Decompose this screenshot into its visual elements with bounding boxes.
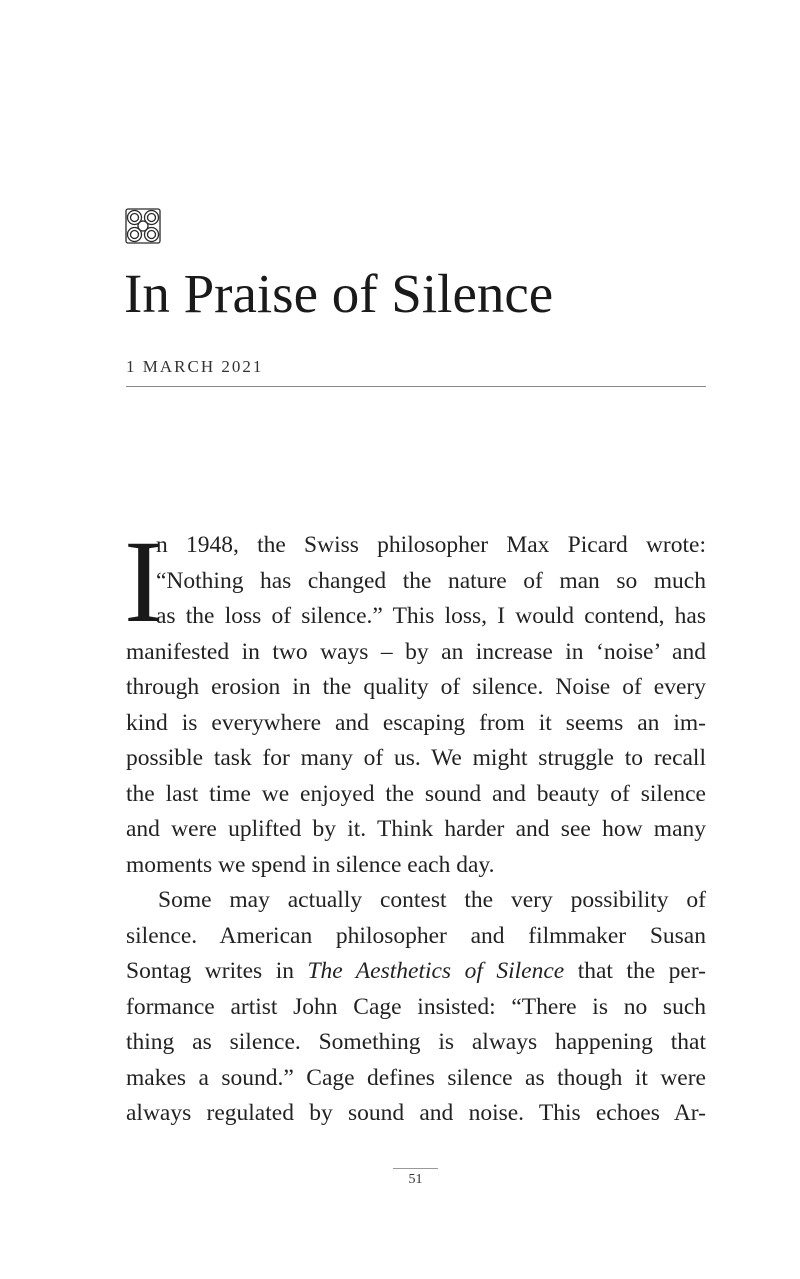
text-line: thing as silence. Something is always happening that <box>126 1029 706 1055</box>
drop-cap: I <box>124 516 164 647</box>
chapter-date: 1 MARCH 2021 <box>126 357 264 376</box>
text-line: formance artist John Cage insisted: “There is no such <box>126 993 706 1020</box>
text-line-with-title <box>126 954 706 990</box>
text-line: moments we spend in silence each day. <box>126 851 495 878</box>
text-run: that the per- <box>564 958 706 984</box>
text-line: Some may actually contest the very possibility of <box>158 887 706 913</box>
body-text <box>124 516 706 1132</box>
text-line: kind is everywhere and escaping from it seems an im- <box>126 709 706 736</box>
text-line: the last time we enjoyed the sound and beauty of silence <box>126 780 706 807</box>
chapter-title: In Praise of Silence <box>124 263 554 324</box>
text-line: manifested in two ways – by an increase in ‘noise’ and <box>126 638 706 665</box>
book-title-italic: The Aesthetics of Silence <box>307 958 565 984</box>
text-line: silence. American philosopher and filmmaker Susan <box>126 922 706 949</box>
page-number: 51 <box>408 1172 423 1187</box>
footer-divider <box>393 1168 438 1169</box>
text-line: through erosion in the quality of silence. Noise of every <box>126 674 706 700</box>
text-line: makes a sound.” Cage defines silence as though it were <box>126 1064 706 1091</box>
text-line: “Nothing has changed the nature of man so much <box>156 567 706 594</box>
text-line: possible task for many of us. We might struggle to recall <box>126 745 706 771</box>
text-line: and were uplifted by it. Think harder and see how many <box>126 816 706 842</box>
text-line: n 1948, the Swiss philosopher Max Picard wrote: <box>156 532 706 558</box>
text-run: Sontag writes in <box>126 958 308 984</box>
title-divider <box>126 386 706 387</box>
text-line: as the loss of silence.” This loss, I would contend, has <box>156 603 706 629</box>
quatrefoil-ornament-icon <box>124 207 162 245</box>
text-line: always regulated by sound and noise. This echoes Ar- <box>126 1100 706 1126</box>
